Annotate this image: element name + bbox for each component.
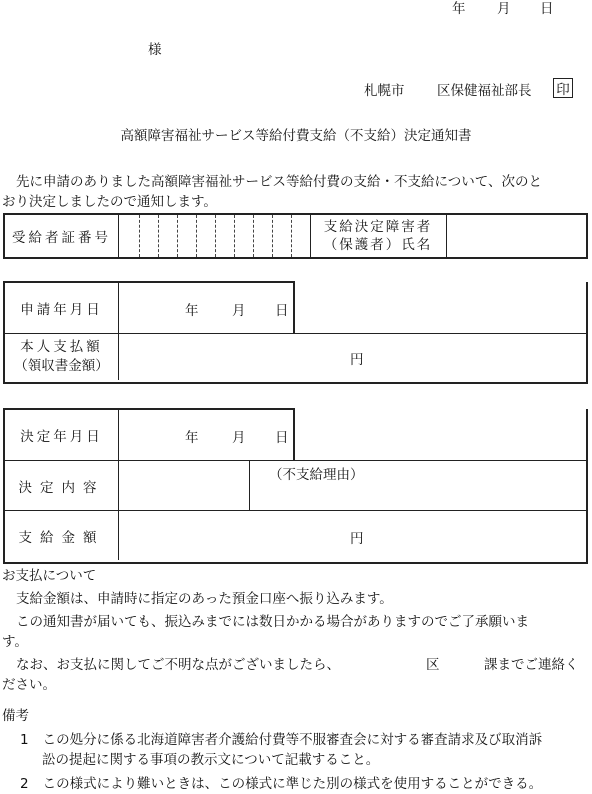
self-paid-line-1: 本人支払額 — [20, 339, 103, 355]
date-month-label: 月 — [497, 1, 511, 17]
seal-box — [553, 78, 573, 98]
decision-month: 月 — [232, 430, 246, 446]
digit-divider — [196, 215, 197, 257]
digit-divider — [177, 215, 178, 257]
self-paid-amount-label — [5, 334, 118, 380]
payment-paragraph-1: 支給金額は、申請時に指定のあった預金口座へ振り込みます。 — [16, 591, 393, 607]
digit-divider — [253, 215, 254, 257]
digit-divider — [158, 215, 159, 257]
self-paid-line-2: （領収書金額） — [14, 358, 109, 374]
remark-1-line-1: この処分に係る北海道障害者介護給付費等不服審査会に対する審査請求及び取消訴 — [42, 732, 543, 748]
digit-divider — [291, 215, 292, 257]
non-payment-reason-label: （不支給理由） — [269, 467, 364, 483]
digit-divider — [234, 215, 235, 257]
addressee-suffix: 様 — [148, 42, 162, 58]
remark-1-number: 1 — [20, 732, 29, 748]
remark-2-line-1: この様式により難いときは、この様式に準じた別の様式を使用することができる。 — [42, 776, 543, 792]
recipient-number-label: 受給者証番号 — [12, 230, 111, 246]
date-day-label: 日 — [540, 1, 554, 17]
application-year: 年 — [185, 303, 199, 319]
divider — [293, 281, 295, 334]
remarks-heading: 備考 — [2, 708, 29, 724]
application-month: 月 — [232, 303, 246, 319]
application-day: 日 — [275, 303, 289, 319]
issuer-city: 札幌市 — [364, 83, 405, 99]
holder-name-label — [310, 215, 446, 257]
decision-day: 日 — [275, 430, 289, 446]
payment-paragraph-2-line-2: す。 — [2, 634, 28, 650]
decision-year: 年 — [185, 430, 199, 446]
application-table — [3, 282, 588, 384]
payment-amount-yen: 円 — [350, 531, 364, 547]
payment-heading: お支払について — [2, 568, 97, 584]
payment-p3-part-1: なお、お支払に関してご不明な点がございましたら、 — [16, 657, 340, 673]
holder-label-line-2: （保護者）氏名 — [323, 237, 433, 253]
decision-content-label: 決定内容 — [18, 479, 105, 496]
remark-item-2 — [2, 774, 588, 794]
payment-p3-part-2: 課までご連絡く — [484, 657, 579, 673]
issuer-title: 区保健福祉部長 — [437, 83, 532, 99]
decision-date-label: 決定年月日 — [20, 428, 103, 445]
payment-paragraph-3-line-2: ださい。 — [2, 677, 56, 693]
remark-2-number: 2 — [20, 776, 29, 792]
remarks-section — [2, 706, 588, 794]
recipient-table — [3, 213, 588, 259]
holder-label-line-1: 支給決定障害者 — [323, 219, 433, 235]
payment-amount-label: 支給金額 — [18, 529, 105, 546]
payment-paragraph-2-line-1: この通知書が届いても、振込みまでには数日かかる場合がありますのでご了承願いま — [16, 614, 529, 630]
seal-label: 印 — [556, 82, 570, 98]
divider — [293, 408, 295, 461]
divider — [446, 215, 447, 257]
digit-divider — [215, 215, 216, 257]
intro-text — [2, 172, 588, 212]
digit-divider — [272, 215, 273, 257]
remark-item-1 — [2, 730, 588, 770]
divider — [118, 215, 119, 257]
intro-line-1: 先に申請のありました高額障害福祉サービス等給付費の支給・不支給について、次のと — [16, 174, 542, 190]
self-paid-yen: 円 — [350, 352, 364, 368]
divider — [249, 460, 250, 510]
divider — [118, 409, 119, 560]
digit-divider — [139, 215, 140, 257]
remark-1-line-2: 訟の提起に関する事項の教示文について記載すること。 — [42, 752, 380, 768]
divider — [118, 282, 119, 380]
document-title: 高額障害福祉サービス等給付費支給（不支給）決定通知書 — [120, 128, 472, 144]
payment-paragraph-3-line-1 — [2, 655, 588, 675]
decision-table — [3, 409, 588, 564]
date-year-label: 年 — [452, 1, 466, 17]
application-date-label: 申請年月日 — [20, 301, 103, 318]
payment-section — [2, 566, 588, 695]
intro-line-2: おり決定しましたので通知します。 — [2, 194, 217, 210]
payment-p3-ward: 区 — [426, 657, 440, 673]
